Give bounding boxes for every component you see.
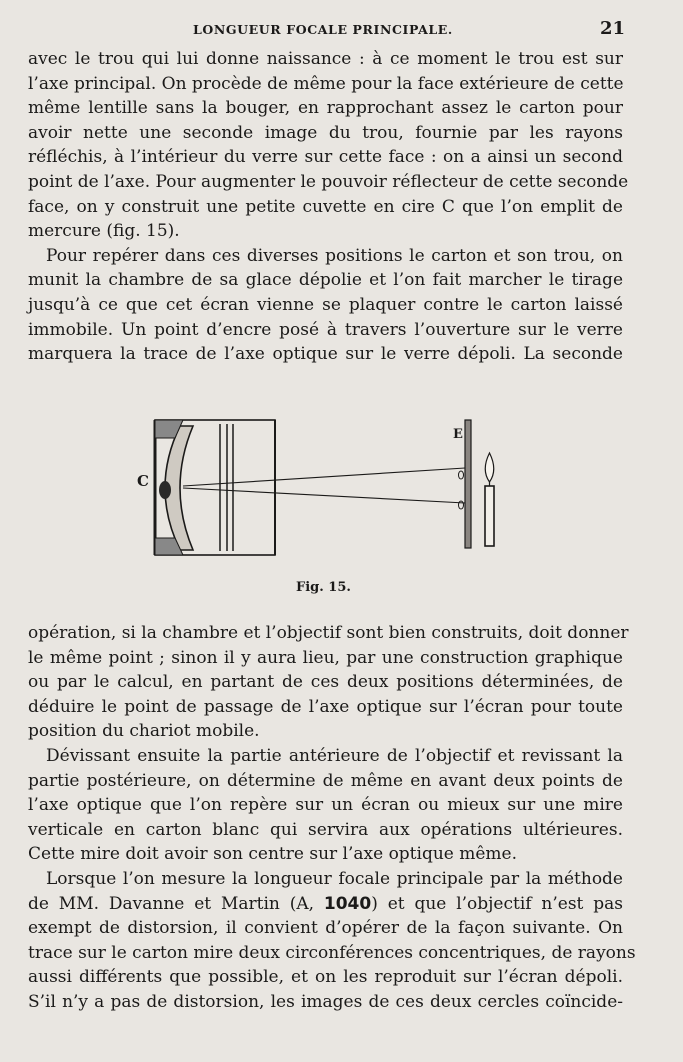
- text-line: immobile. Un point d’encre posé à travers l’ouverture sur le verre: [28, 319, 623, 340]
- paragraph-start: Dévissant ensuite la partie antérieure de l’objectif et revissant la: [46, 745, 623, 766]
- text-line: aussi différents que possible, et on les reproduit sur l’écran dépoli.: [28, 967, 623, 988]
- candle-flame: [485, 453, 494, 482]
- text-line: avoir nette une seconde image du trou, fournie par les rayons: [28, 122, 623, 143]
- text-line: même lentille sans la bouger, en rapprochant assez le carton pour: [28, 98, 623, 119]
- text-line: face, on y construit une petite cuvette en cire C que l’on emplit de: [28, 196, 623, 217]
- text-line: partie postérieure, on détermine de même en avant deux points de: [28, 770, 623, 791]
- text-line: mercure (fig. 15).: [28, 221, 180, 242]
- text-line: l’axe principal. On procède de même pour la face extérieure de cette: [28, 73, 624, 94]
- paragraph-start: Pour repérer dans ces diverses positions le carton et son trou, on: [46, 245, 623, 266]
- page-number: 21: [599, 18, 625, 39]
- light-ray: [183, 468, 465, 486]
- text-line: ou par le calcul, en partant de ces deux positions déterminées, de: [28, 672, 623, 693]
- page-header: [28, 18, 625, 40]
- text-line: déduire le point de passage de l’axe optique sur l’écran pour toute: [28, 696, 623, 717]
- screen-hole: [459, 471, 464, 479]
- paragraph-start: Lorsque l’on mesure la longueur focale principale par la méthode: [46, 868, 623, 889]
- text-line: munit la chambre de sa glace dépolie et l’on fait marcher le tirage: [28, 270, 623, 291]
- text-fragment: de MM. Davanne et Martin (A,: [28, 893, 324, 914]
- text-line: exempt de distorsion, il convient d’opérer de la façon suivante. On: [28, 918, 623, 939]
- text-line: trace sur le carton mire deux circonférences concentriques, de rayons: [28, 942, 636, 963]
- label-e: E: [453, 427, 463, 442]
- text-block-bottom: [28, 621, 636, 1015]
- text-line: Cette mire doit avoir son centre sur l’axe optique même.: [28, 844, 518, 865]
- text-line: S’il n’y a pas de distorsion, les images de ces deux cercles coïncide-: [28, 991, 623, 1012]
- figure-caption: Fig. 15.: [296, 580, 351, 595]
- text-line: marquera la trace de l’axe optique sur le verre dépoli. La seconde: [28, 344, 623, 365]
- text-line: jusqu’à ce que cet écran vienne se plaquer contre le carton laissé: [28, 294, 623, 315]
- running-title: LONGUEUR FOCALE PRINCIPALE.: [193, 22, 453, 37]
- text-line: avec le trou qui lui donne naissance : à ce moment le trou est sur: [28, 49, 623, 69]
- text-line: opération, si la chambre et l’objectif sont bien construits, doit donner: [28, 623, 629, 643]
- text-line: point de l’axe. Pour augmenter le pouvoir réflecteur de cette seconde: [28, 171, 629, 192]
- screen-e: [465, 420, 471, 548]
- text-line: réfléchis, à l’intérieur du verre sur cette face : on a ainsi un second: [28, 147, 623, 168]
- mercury-cup: [159, 481, 171, 499]
- light-ray: [183, 488, 465, 503]
- text-block-top: [28, 47, 629, 367]
- reference-number: 1040: [323, 893, 372, 914]
- label-c: C: [137, 472, 149, 490]
- text-line: position du chariot mobile.: [28, 721, 260, 742]
- figure-15-diagram: [135, 408, 505, 568]
- text-line: le même point ; sinon il y aura lieu, par une construction graphique: [28, 647, 623, 668]
- candle: [485, 486, 494, 546]
- text-line: verticale en carton blanc qui servira aux opérations ultérieures.: [28, 819, 623, 840]
- text-line-with-reference: [28, 892, 623, 917]
- text-line: l’axe optique que l’on repère sur un écran ou mieux sur une mire: [28, 795, 623, 816]
- text-fragment: ) et que l’objectif n’est pas: [371, 893, 623, 914]
- screen-hole: [459, 501, 464, 509]
